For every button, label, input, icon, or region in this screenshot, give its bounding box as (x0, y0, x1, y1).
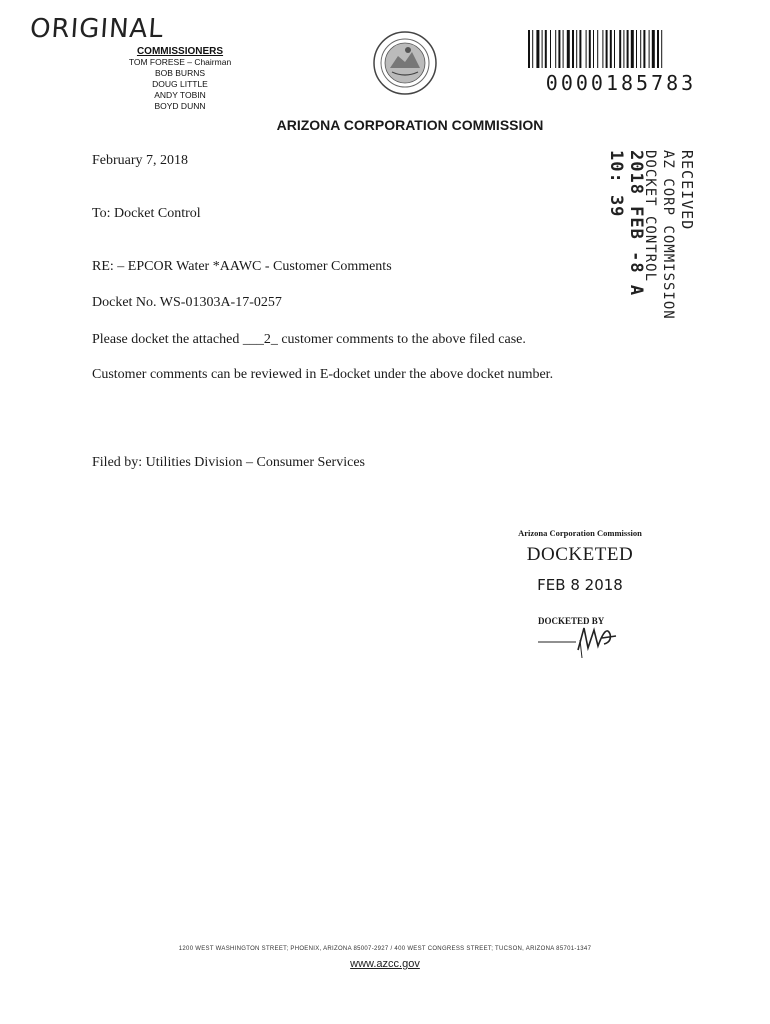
commissioner-name: BOYD DUNN (154, 101, 206, 111)
letter-body-1: Please docket the attached ___2_ customer comments to the above filed case. (92, 332, 526, 347)
docket-number: Docket No. WS-01303A-17-0257 (92, 295, 282, 310)
received-line: AZ CORP COMMISSION (660, 150, 676, 320)
footer-address: 1200 WEST WASHINGTON STREET; PHOENIX, ARIZONA 85007-2927 / 400 WEST CONGRESS STREET; TUCSON, ARIZONA 85701-1347 (178, 946, 592, 952)
letter-body-2: Customer comments can be reviewed in E-docket under the above docket number. (92, 367, 554, 382)
received-line: RECEIVED (678, 150, 696, 231)
commissioners-heading: COMMISSIONERS (136, 46, 224, 57)
letter-date: February 7, 2018 (92, 153, 189, 168)
agency-title: ARIZONA CORPORATION COMMISSION (276, 117, 544, 133)
footer-url[interactable]: www.azcc.gov (350, 958, 420, 970)
docketed-date: FEB 8 2018 (537, 576, 623, 594)
docketed-agency: Arizona Corporation Commission (518, 528, 642, 538)
commissioner-name: BOB BURNS (154, 68, 206, 78)
original-stamp: ORIGINAL (28, 14, 165, 44)
received-stamp (596, 150, 706, 320)
barcode-number: 0000185783 (545, 71, 697, 95)
barcode (528, 30, 714, 95)
docketed-stamp (500, 528, 660, 626)
filed-by: Filed by: Utilities Division – Consumer Services (92, 455, 365, 470)
received-line: DOCKET CONTROL (642, 150, 658, 283)
commissioner-name: ANDY TOBIN (154, 90, 206, 100)
state-seal-icon (372, 30, 438, 96)
commissioner-name: DOUG LITTLE (152, 79, 208, 89)
docketed-by-label: DOCKETED BY (538, 616, 605, 626)
letter-re: RE: – EPCOR Water *AAWC - Customer Comments (92, 259, 392, 274)
barcode-bars (528, 30, 714, 68)
commissioners-list (110, 46, 250, 112)
commissioner-name: TOM FORESE – Chairman (128, 57, 232, 67)
received-timestamp: 2018 FEB -8 A 10: 39 (606, 150, 646, 297)
docketed-title: DOCKETED (526, 544, 634, 565)
signature-icon (536, 620, 626, 660)
letter-to: To: Docket Control (92, 206, 201, 221)
